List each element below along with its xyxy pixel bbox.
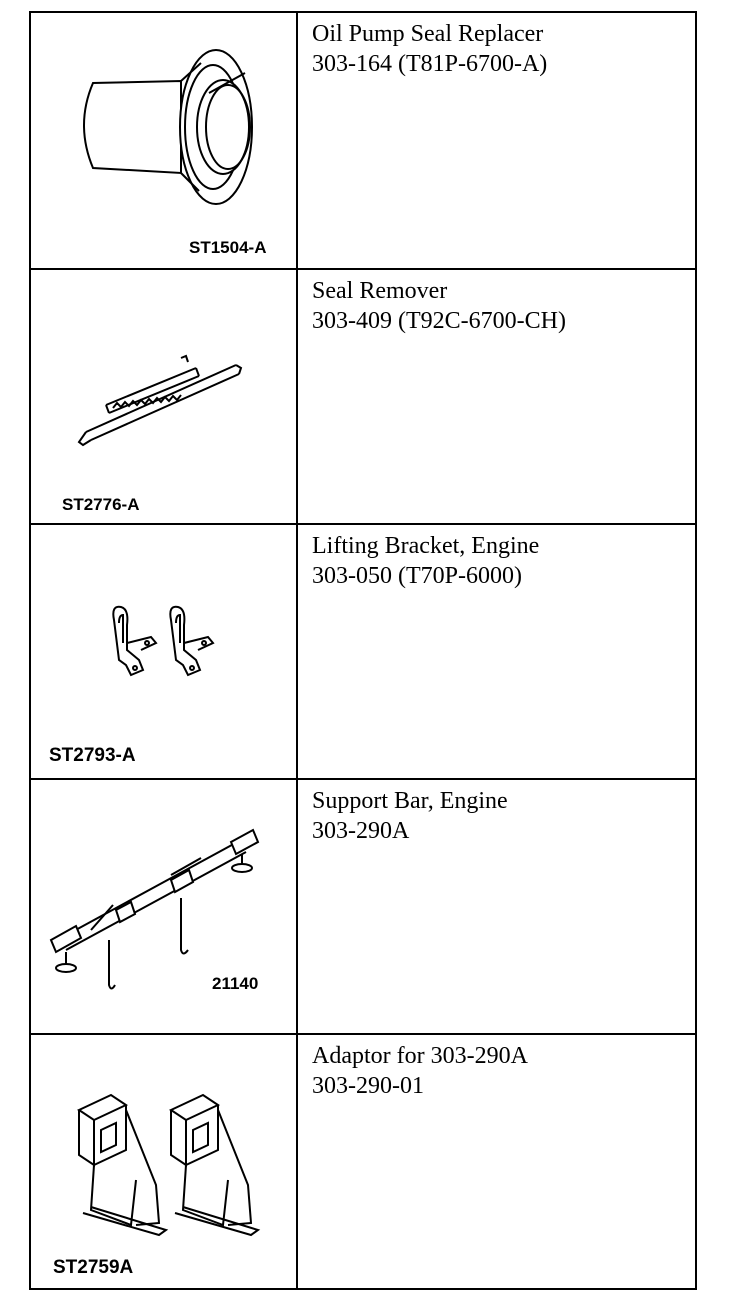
figure-code: ST2793-A [49,745,136,766]
tool-number: 303-164 (T81P-6700-A) [312,51,548,77]
figure-code: ST2776-A [62,495,140,514]
figure-code: 21140 [212,974,259,993]
tool-description [312,786,508,846]
tool-name: Adaptor for 303-290A [312,1043,528,1069]
support-bar-illustration [31,780,296,1035]
seal-replacer-illustration [31,13,296,268]
illustration-cell [31,525,298,778]
tool-name: Support Bar, Engine [312,788,508,814]
tool-number: 303-409 (T92C-6700-CH) [312,308,566,334]
special-tools-table [29,11,697,1290]
illustration-cell [31,13,298,268]
figure-code: ST1504-A [189,238,267,257]
illustration-cell [31,780,298,1033]
tool-row [31,13,695,268]
tool-description [312,276,566,336]
tool-name: Seal Remover [312,278,448,304]
tool-number: 303-290A [312,818,410,844]
tool-row [31,523,695,778]
lifting-bracket-illustration [31,525,296,780]
tool-row [31,1033,695,1288]
illustration-cell [31,1035,298,1288]
tool-name: Lifting Bracket, Engine [312,533,540,559]
adaptor-illustration [31,1035,296,1290]
tool-description [312,19,547,79]
figure-code: ST2759A [53,1257,134,1278]
tool-row [31,268,695,523]
tool-description [312,1041,528,1101]
tool-number: 303-050 (T70P-6000) [312,563,522,589]
illustration-cell [31,270,298,523]
seal-remover-illustration [31,270,296,525]
tool-name: Oil Pump Seal Replacer [312,21,544,47]
tool-description [312,531,539,591]
tool-row [31,778,695,1033]
tool-number: 303-290-01 [312,1073,424,1099]
